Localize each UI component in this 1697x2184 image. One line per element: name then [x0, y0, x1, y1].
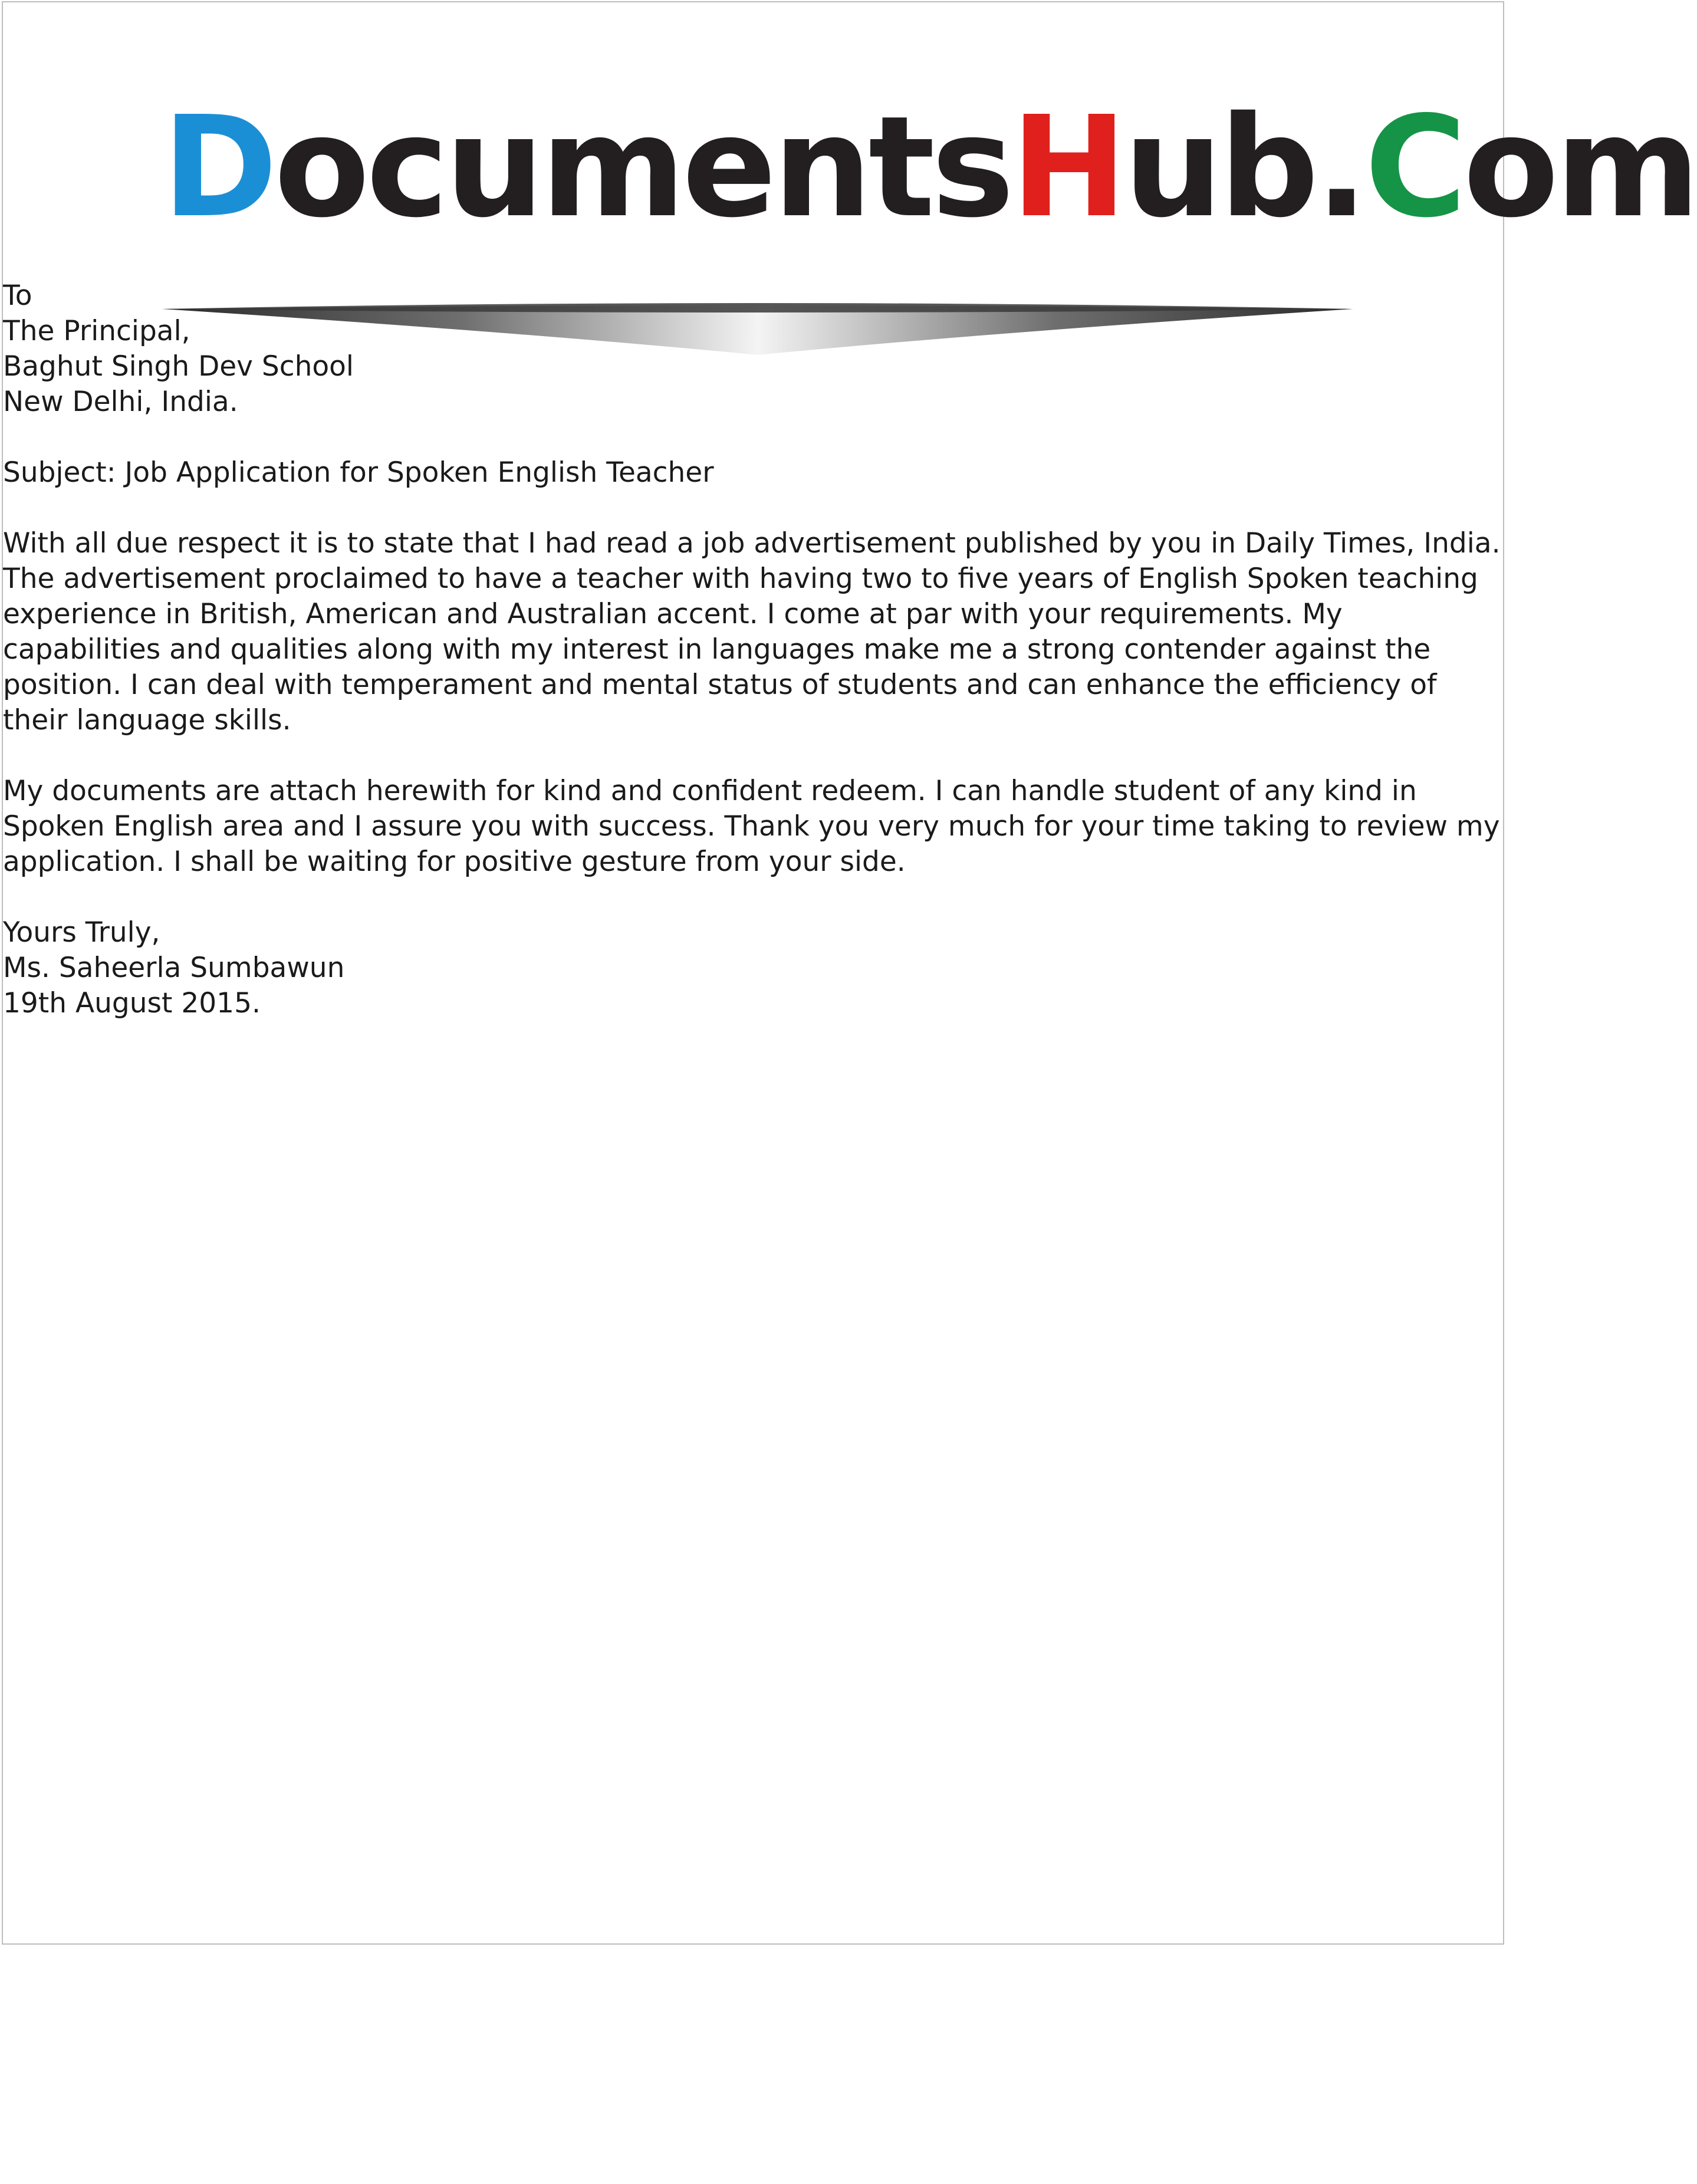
paragraph-2: My documents are attach herewith for kind and confident redeem. I can handle student of any kind in Spoken English area and I assure you with success. Thank you very much for your time taking to review my application. I shall be waiting for positive gesture from your side. [3, 775, 1500, 878]
logo-text-om: om [1463, 86, 1697, 248]
recipient-location: New Delhi, India. [3, 386, 238, 418]
paragraph-1: With all due respect it is to state that I had read a job advertisement published by you in Daily Times, India. The advertisement proclaimed to have a teacher with having two to five years of English Spoken teaching experience in British, American and Australian accent. I come at par with your requirements. My capabilities and qualities along with my interest in languages make me a strong contender against the position. I can deal with temperament and mental status of students and can enhance the efficiency of their language skills. [3, 527, 1501, 736]
logo-text-ub: ub. [1123, 86, 1365, 248]
recipient-school: Baghut Singh Dev School [3, 350, 354, 383]
letter-body [3, 278, 1501, 1021]
logo-letter-h: H [1011, 86, 1124, 248]
spacer [3, 738, 1501, 774]
documentshub-logo [162, 86, 1697, 268]
letter-subject: Subject: Job Application for Spoken English Teacher [3, 456, 714, 489]
closing-salutation: Yours Truly, [3, 916, 160, 949]
logo-letter-c: C [1364, 86, 1464, 248]
recipient-to: To [3, 279, 32, 312]
letter-date: 19th August 2015. [3, 987, 261, 1019]
spacer [3, 880, 1501, 915]
recipient-name: The Principal, [3, 315, 190, 347]
logo-letter-d: D [162, 86, 274, 248]
logo-text-ocuments: ocuments [274, 86, 1011, 248]
spacer [3, 420, 1501, 455]
sender-name: Ms. Saheerla Sumbawun [3, 952, 345, 984]
spacer [3, 491, 1501, 526]
page-frame [2, 1, 1697, 1945]
